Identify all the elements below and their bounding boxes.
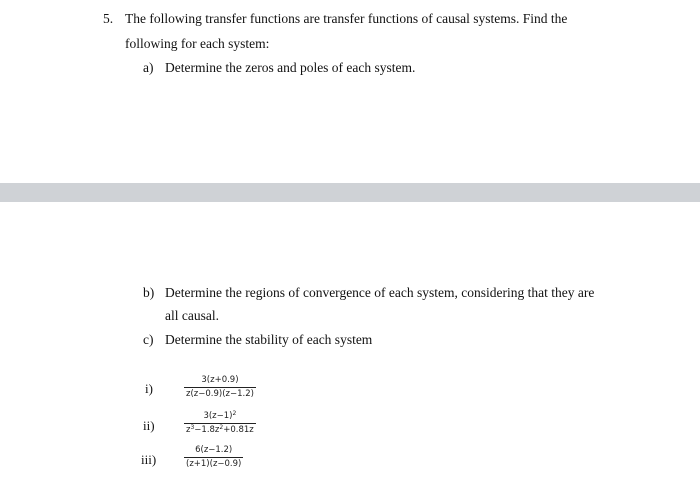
- system-iii-fraction: [184, 445, 243, 470]
- system-ii-denominator: $z^3-1.8z^2+0.81z$: [186, 424, 254, 435]
- question-line-1: The following transfer functions are transfer functions of causal systems. Find the: [125, 11, 568, 26]
- part-a-text: Determine the zeros and poles of each system.: [165, 60, 416, 75]
- system-iii-label: iii): [141, 452, 157, 467]
- question-number: 5.: [103, 11, 114, 26]
- system-i-denominator: z(z−0.9)(z−1.2): [186, 389, 254, 399]
- system-iii-denominator: (z+1)(z−0.9): [186, 459, 242, 469]
- part-b-text-cont: all causal.: [165, 308, 219, 323]
- system-iii-numerator: 6(z−1.2): [195, 445, 233, 455]
- part-a-label: a): [143, 60, 154, 75]
- divider-band: [0, 183, 700, 202]
- system-i-numerator: 3(z+0.9): [201, 375, 239, 385]
- system-ii-label: ii): [143, 418, 155, 433]
- system-ii-numerator: $3(z-1)^2$: [203, 410, 237, 421]
- part-b-text: Determine the regions of convergence of each system, considering that they are: [165, 285, 595, 300]
- part-c-text: Determine the stability of each system: [165, 332, 373, 347]
- question-line-2: following for each system:: [125, 36, 270, 51]
- part-b-label: b): [143, 285, 155, 300]
- system-i-label: i): [145, 381, 153, 396]
- part-c-label: c): [143, 332, 154, 347]
- system-ii-fraction: [184, 411, 256, 436]
- system-i-fraction: [184, 375, 256, 400]
